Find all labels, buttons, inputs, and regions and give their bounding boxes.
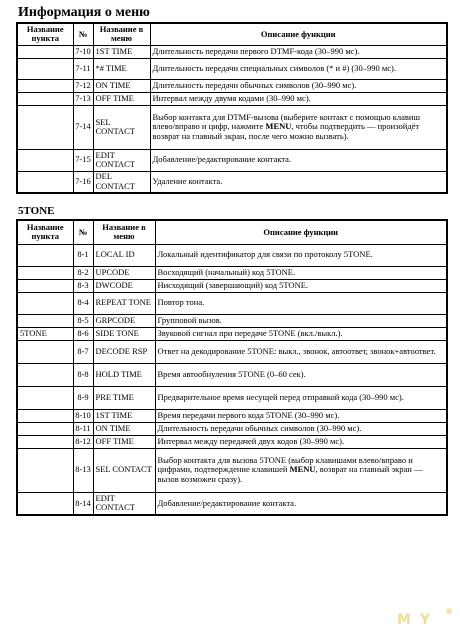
cell-description: Длительность передачи специальных символов (* и #) (30–990 мс). (150, 58, 447, 79)
cell-description: Нисходящий (завершающий) код 5TONE. (155, 279, 447, 292)
cell-number: 7-15 (73, 149, 93, 171)
cell-description: Длительность передачи обычных символов (30–990 мс). (155, 422, 447, 435)
cell-description: Добавление/редактирование контакта. (155, 492, 447, 515)
cell-item-name (17, 292, 73, 314)
header-item-name: Название пункта (17, 23, 73, 45)
header-menu-name: Название в меню (93, 220, 155, 244)
cell-item-name (17, 435, 73, 448)
cell-description: Выбор контакта для DTMF-вызова (выберите контакт с помощью клавиш влево/вправо и цифр, нажмите MENU, чтобы подтвердить — произойдёт возврат на главный экран, после чего можно вызвать). (150, 105, 447, 149)
cell-menu-name: DWCODE (93, 279, 155, 292)
cell-number: 8-10 (73, 409, 93, 422)
table-header-row (17, 23, 447, 45)
table-row (17, 386, 447, 409)
cell-number: 8-5 (73, 314, 93, 327)
cell-description: Интервал между двумя кодами (30–990 мс). (150, 92, 447, 105)
cell-number: 8-12 (73, 435, 93, 448)
cell-description: Локальный идентификатор для связи по протоколу 5TONE. (155, 244, 447, 266)
section-title-5tone: 5TONE (18, 205, 55, 217)
cell-menu-name: SIDE TONE (93, 327, 155, 340)
table-row (17, 314, 447, 327)
cell-menu-name: GRPCODE (93, 314, 155, 327)
cell-description: Длительность передачи обычных символов (30–990 мс). (150, 79, 447, 92)
cell-menu-name: 1ST TIME (93, 409, 155, 422)
table-row (17, 327, 447, 340)
table-row (17, 244, 447, 266)
cell-number: 7-14 (73, 105, 93, 149)
cell-description: Интервал между передачей двух кодов (30–990 мс). (155, 435, 447, 448)
cell-description: Ответ на декодирование 5TONE: выкл., звонок, автоответ, звонок+автоответ. (155, 340, 447, 363)
menu-info-table (16, 22, 448, 194)
cell-number: 8-14 (73, 492, 93, 515)
cell-item-name (17, 386, 73, 409)
cell-menu-name: EDIT CONTACT (93, 492, 155, 515)
table-row (17, 79, 447, 92)
cell-number: 8-2 (73, 266, 93, 279)
cell-description: Добавление/редактирование контакта. (150, 149, 447, 171)
cell-menu-name: OFF TIME (93, 435, 155, 448)
cell-number: 8-4 (73, 292, 93, 314)
table-row (17, 435, 447, 448)
cell-item-name (17, 79, 73, 92)
watermark-dot (446, 608, 452, 614)
cell-menu-name: *# TIME (93, 58, 150, 79)
cell-menu-name: UPCODE (93, 266, 155, 279)
section-title-menu-info: Информация о меню (18, 5, 150, 20)
cell-item-name (17, 492, 73, 515)
menu-info-table-body (17, 45, 447, 193)
cell-description: Повтор тона. (155, 292, 447, 314)
cell-description: Удаление контакта. (150, 171, 447, 193)
cell-item-name (17, 149, 73, 171)
cell-item-name (17, 448, 73, 492)
cell-item-name (17, 422, 73, 435)
cell-number: 7-10 (73, 45, 93, 58)
table-row (17, 105, 447, 149)
watermark-logo: M Y (397, 612, 432, 628)
cell-item-name (17, 244, 73, 266)
cell-number: 8-11 (73, 422, 93, 435)
header-description: Описание функции (155, 220, 447, 244)
cell-item-name (17, 45, 73, 58)
cell-menu-name: SEL CONTACT (93, 448, 155, 492)
cell-description: Выбор контакта для вызова 5TONE (выбор клавишами влево/вправо и цифрами, подтверждение клавишей MENU, возврат на главный экран — вызов возможен сразу). (155, 448, 447, 492)
table-row (17, 279, 447, 292)
cell-menu-name: HOLD TIME (93, 363, 155, 386)
table-row (17, 266, 447, 279)
cell-menu-name: EDIT CONTACT (93, 149, 150, 171)
document-page (16, 6, 448, 516)
cell-number: 8-13 (73, 448, 93, 492)
header-description: Описание функции (150, 23, 447, 45)
cell-item-name (17, 58, 73, 79)
cell-menu-name: REPEAT TONE (93, 292, 155, 314)
cell-menu-name: 1ST TIME (93, 45, 150, 58)
table-row (17, 448, 447, 492)
table-row (17, 292, 447, 314)
header-number: № (73, 23, 93, 45)
cell-menu-name: ON TIME (93, 79, 150, 92)
cell-menu-name: ON TIME (93, 422, 155, 435)
cell-item-name (17, 266, 73, 279)
cell-item-name (17, 363, 73, 386)
cell-menu-name: SEL CONTACT (93, 105, 150, 149)
cell-item-name (17, 171, 73, 193)
5tone-table (16, 219, 448, 516)
cell-item-name (17, 314, 73, 327)
5tone-table-body (17, 244, 447, 515)
cell-item-name (17, 105, 73, 149)
table-row (17, 92, 447, 105)
header-menu-name: Название в меню (93, 23, 150, 45)
cell-item-name (17, 92, 73, 105)
header-item-name: Название пункта (17, 220, 73, 244)
cell-description: Время передачи первого кода 5TONE (30–990 мс). (155, 409, 447, 422)
cell-number: 8-8 (73, 363, 93, 386)
cell-number: 7-13 (73, 92, 93, 105)
cell-number: 7-11 (73, 58, 93, 79)
cell-item-name (17, 340, 73, 363)
cell-description: Звуковой сигнал при передаче 5TONE (вкл./выкл.). (155, 327, 447, 340)
cell-item-name (17, 279, 73, 292)
table-row (17, 171, 447, 193)
table-row (17, 58, 447, 79)
cell-number: 8-1 (73, 244, 93, 266)
cell-number: 8-7 (73, 340, 93, 363)
cell-number: 7-12 (73, 79, 93, 92)
table-row (17, 340, 447, 363)
table-row (17, 422, 447, 435)
cell-description: Время автообнуления 5TONE (0–60 сек). (155, 363, 447, 386)
cell-item-name: 5TONE (17, 327, 73, 340)
table-row (17, 45, 447, 58)
cell-number: 8-3 (73, 279, 93, 292)
cell-number: 7-16 (73, 171, 93, 193)
cell-number: 8-6 (73, 327, 93, 340)
table-header-row (17, 220, 447, 244)
cell-number: 8-9 (73, 386, 93, 409)
cell-menu-name: LOCAL ID (93, 244, 155, 266)
header-number: № (73, 220, 93, 244)
cell-description: Длительность передачи первого DTMF-кода (30–990 мс). (150, 45, 447, 58)
table-row (17, 492, 447, 515)
table-row (17, 409, 447, 422)
cell-menu-name: DEL CONTACT (93, 171, 150, 193)
cell-menu-name: OFF TIME (93, 92, 150, 105)
table-row (17, 149, 447, 171)
cell-description: Групповой вызов. (155, 314, 447, 327)
cell-menu-name: PRE TIME (93, 386, 155, 409)
table-row (17, 363, 447, 386)
cell-item-name (17, 409, 73, 422)
cell-description: Восходящий (начальный) код 5TONE. (155, 266, 447, 279)
cell-description: Предварительное время несущей перед отправкой кода (30–990 мс). (155, 386, 447, 409)
cell-menu-name: DECODE RSP (93, 340, 155, 363)
